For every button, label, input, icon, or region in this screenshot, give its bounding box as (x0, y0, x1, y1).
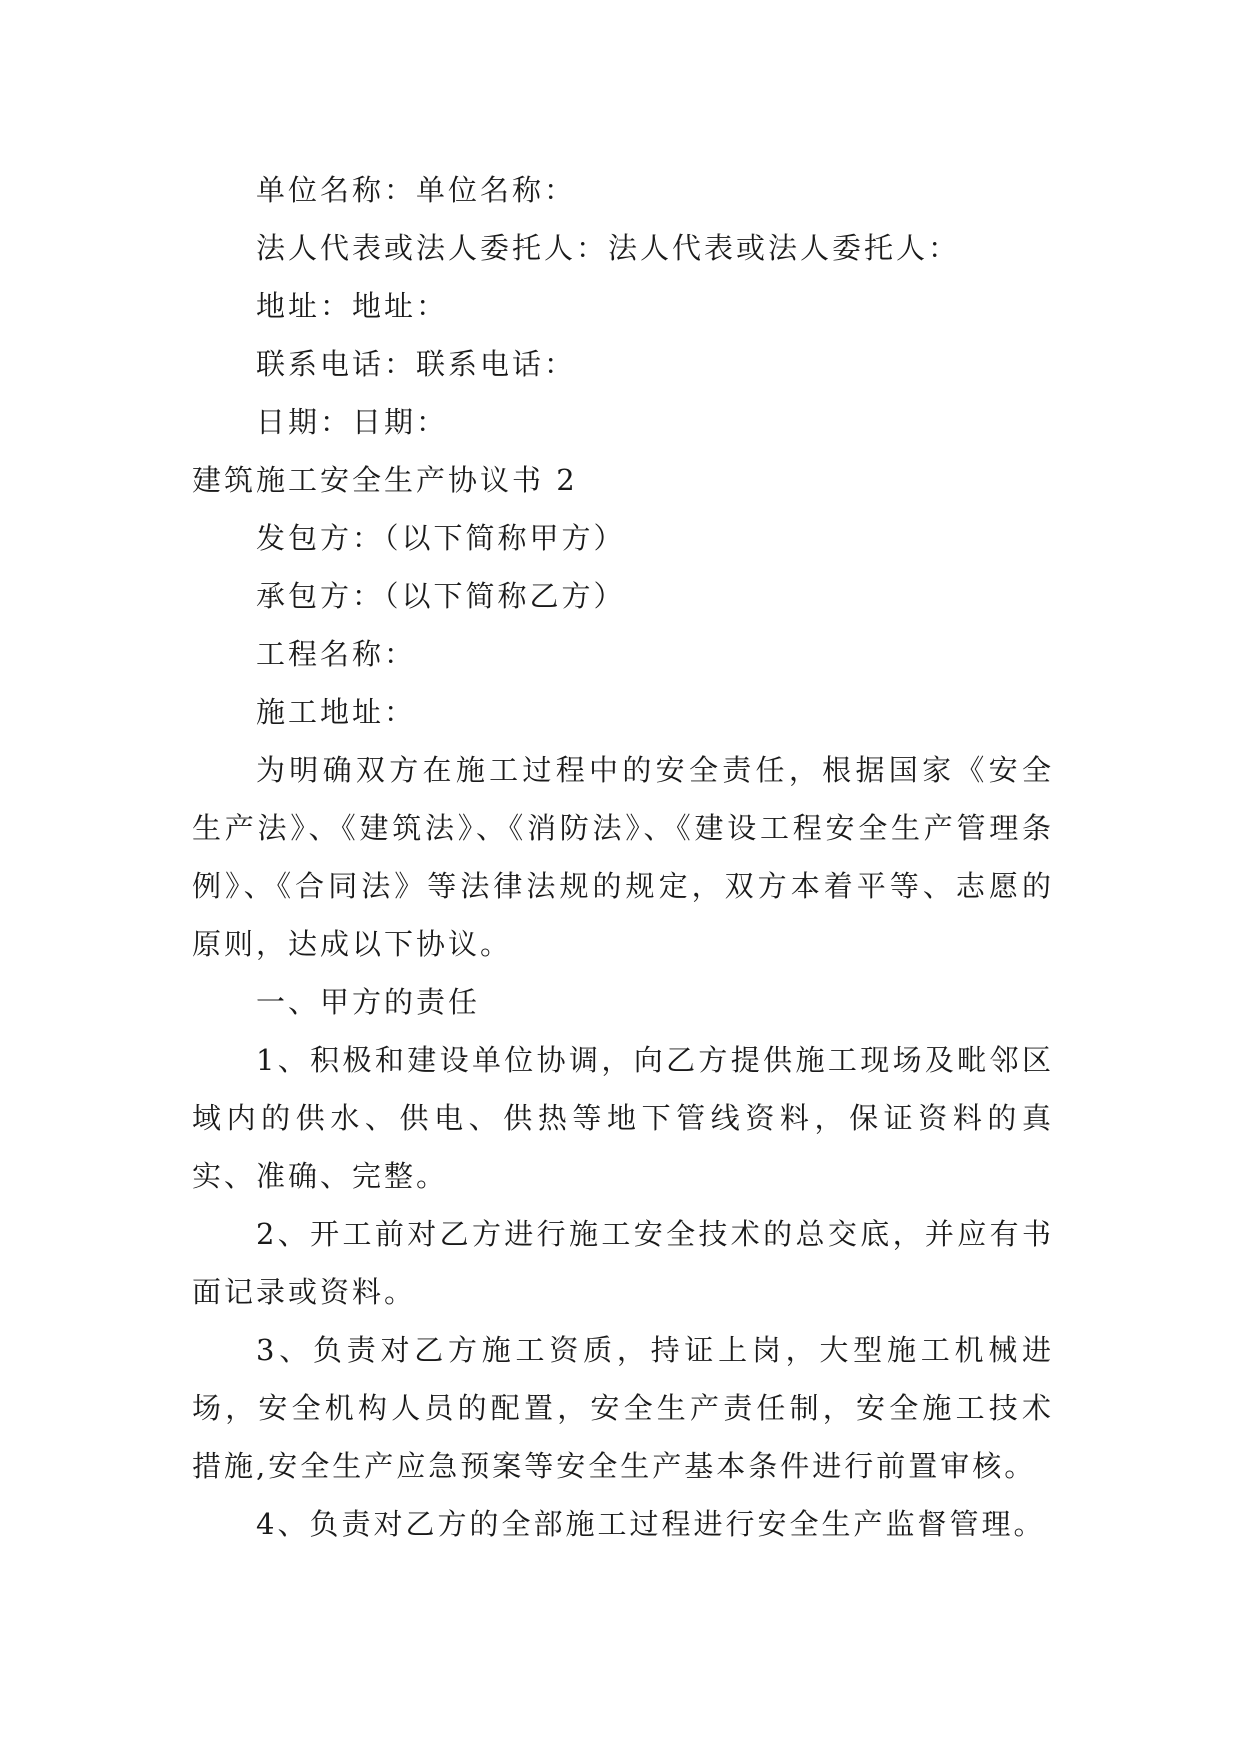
date-line: 日期：日期： (256, 405, 449, 439)
legal-rep-line: 法人代表或法人委托人：法人代表或法人委托人： (256, 231, 961, 265)
party-a-line: 发包方：（以下简称甲方） (256, 521, 626, 555)
clause-2: 2、开工前对乙方进行施工安全技术的总交底，并应有书面记录或资料。 (192, 1217, 1054, 1309)
agreement-title: 建筑施工安全生产协议书 2 (192, 463, 578, 497)
clause-4: 4、负责对乙方的全部施工过程进行安全生产监督管理。 (256, 1507, 1046, 1541)
phone-line: 联系电话：联系电话： (256, 347, 577, 381)
unit-name-line: 单位名称：单位名称： (256, 173, 577, 207)
address-line: 地址：地址： (256, 289, 449, 323)
site-address-line: 施工地址： (256, 695, 417, 729)
clause-3: 3、负责对乙方施工资质，持证上岗，大型施工机械进场，安全机构人员的配置，安全生产责任制，安全施工技术措施,安全生产应急预案等安全生产基本条件进行前置审核。 (192, 1333, 1054, 1483)
project-name-line: 工程名称： (256, 637, 417, 671)
section-heading: 一、甲方的责任 (256, 985, 481, 1019)
document-body (192, 161, 1054, 1553)
clause-1: 1、积极和建设单位协调，向乙方提供施工现场及毗邻区域内的供水、供电、供热等地下管线资料，保证资料的真实、准确、完整。 (192, 1043, 1054, 1193)
preamble-paragraph: 为明确双方在施工过程中的安全责任，根据国家《安全生产法》、《建筑法》、《消防法》、《建设工程安全生产管理条例》、《合同法》等法律法规的规定，双方本着平等、志愿的原则，达成以下协议。 (192, 753, 1054, 961)
party-b-line: 承包方：（以下简称乙方） (256, 579, 626, 613)
